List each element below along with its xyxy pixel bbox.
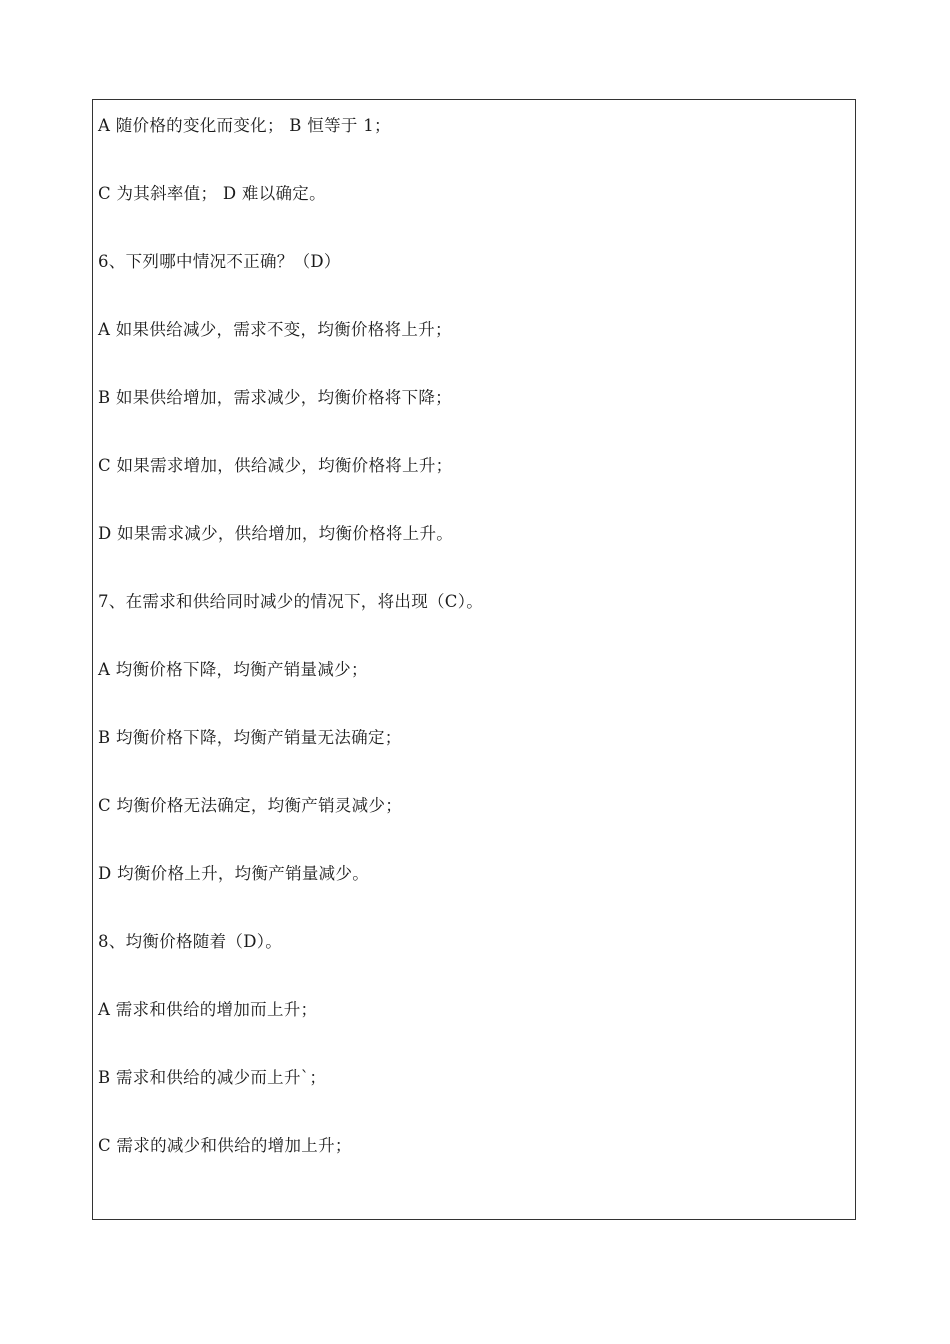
option-line: A 如果供给减少，需求不变，均衡价格将上升； xyxy=(98,320,452,339)
option-line: C 如果需求增加，供给减少，均衡价格将上升； xyxy=(98,456,453,475)
question-line: 6、下列哪中情况不正确？（D） xyxy=(98,252,341,271)
option-line: B 需求和供给的减少而上升`； xyxy=(98,1068,327,1087)
question-line: 8、均衡价格随着（D）。 xyxy=(98,932,283,951)
option-line: A 需求和供给的增加而上升； xyxy=(98,1000,318,1019)
option-line: C 为其斜率值； D 难以确定。 xyxy=(98,184,326,203)
option-line: D 如果需求减少，供给增加，均衡价格将上升。 xyxy=(98,524,454,543)
option-line: D 均衡价格上升，均衡产销量减少。 xyxy=(98,864,370,883)
option-line: A 均衡价格下降，均衡产销量减少； xyxy=(98,660,368,679)
option-line: C 需求的减少和供给的增加上升； xyxy=(98,1136,352,1155)
option-line: B 均衡价格下降，均衡产销量无法确定； xyxy=(98,728,402,747)
question-line: 7、在需求和供给同时减少的情况下，将出现（C）。 xyxy=(98,592,484,611)
option-line: C 均衡价格无法确定，均衡产销灵减少； xyxy=(98,796,403,815)
option-line: B 如果供给增加，需求减少，均衡价格将下降； xyxy=(98,388,452,407)
option-line: A 随价格的变化而变化； B 恒等于 1； xyxy=(98,116,391,135)
